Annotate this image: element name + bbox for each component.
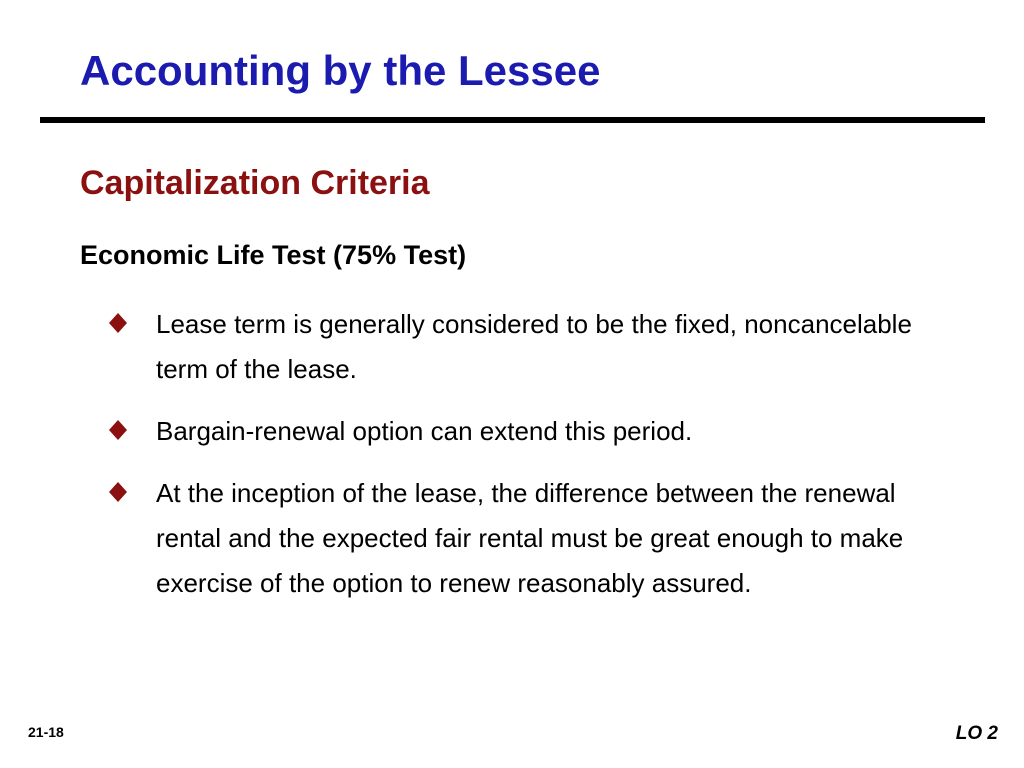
- diamond-icon: [108, 477, 128, 507]
- bullet-item: [108, 302, 928, 392]
- bullet-list: [108, 302, 928, 606]
- learning-objective-label: LO 2: [955, 723, 998, 744]
- bullet-text: Bargain-renewal option can extend this period.: [156, 416, 693, 446]
- section-subtitle: Capitalization Criteria: [80, 164, 430, 202]
- bullet-item: [108, 471, 928, 606]
- slide-title: Accounting by the Lessee: [80, 47, 601, 94]
- diamond-icon: [108, 308, 128, 338]
- bullet-text: Lease term is generally considered to be the fixed, noncancelable term of the lease.: [156, 309, 912, 384]
- diamond-icon: [108, 415, 128, 445]
- test-heading: Economic Life Test (75% Test): [80, 240, 467, 270]
- bullet-text: At the inception of the lease, the difference between the renewal rental and the expected fair rental must be great enough to make exercise of the option to renew reasonably assured.: [156, 478, 904, 598]
- slide-number: 21-18: [28, 724, 64, 740]
- title-divider: [40, 117, 985, 123]
- bullet-item: [108, 409, 928, 454]
